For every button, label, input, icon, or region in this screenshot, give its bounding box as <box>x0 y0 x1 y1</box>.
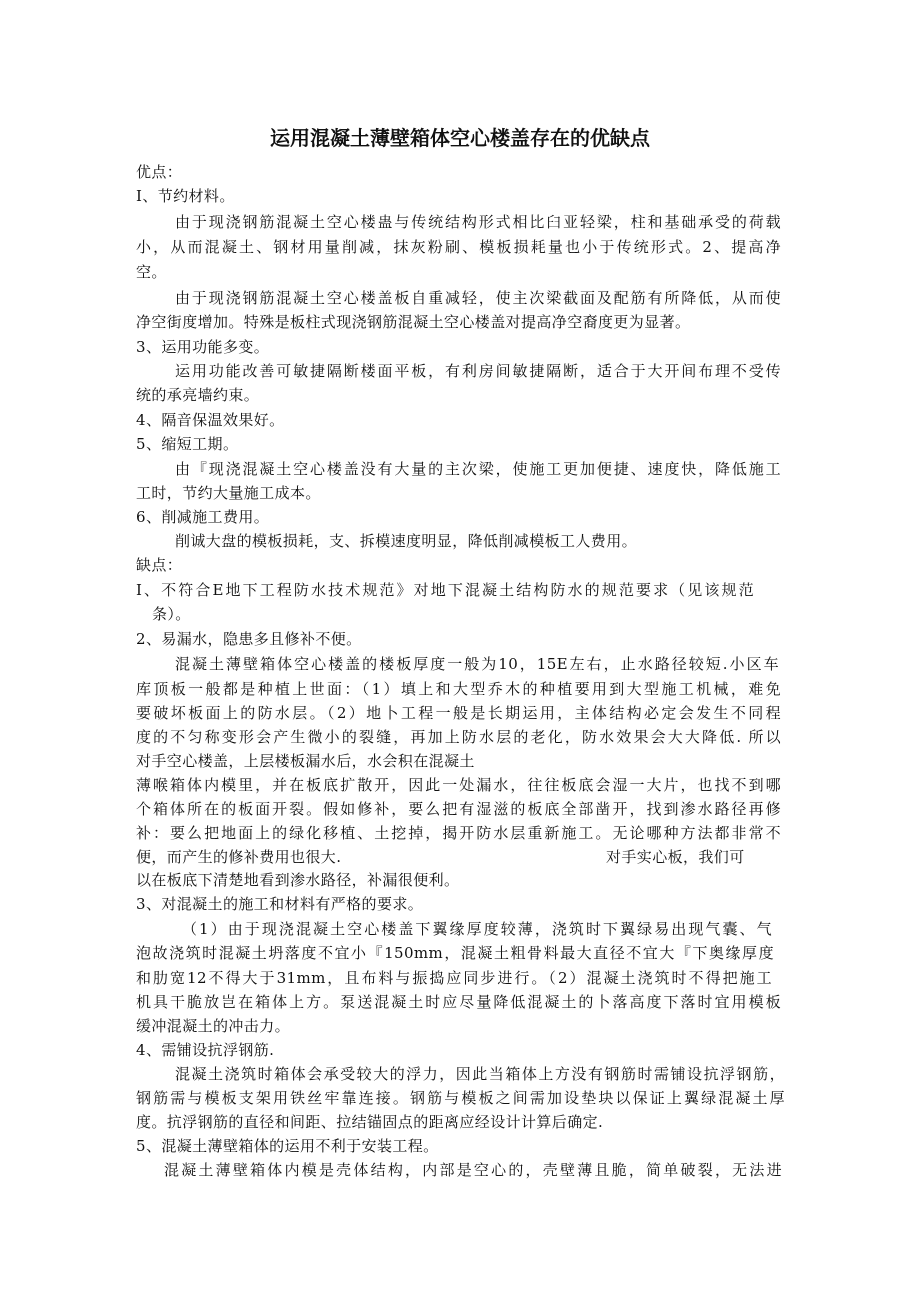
con-item-heading: 5、混凝土薄壁箱体的运用不利于安装工程。 <box>136 1137 439 1155</box>
paragraph-line: 由『现浇混凝土空心楼盖没有大量的主次梁，使施工更加便捷、速度快，降低施工 <box>175 460 781 478</box>
cons-heading: 缺点： <box>136 556 183 574</box>
con-item-heading: 2、易漏水，隐患多且修补不便。 <box>136 630 362 648</box>
paragraph-line: 由于现浇钢筋混凝土空心楼蛊与传统结构形式相比臼亚轻梁，柱和基础承受的荷载 <box>175 213 781 231</box>
con-item-heading: 4、需铺设抗浮钢筋. <box>136 1041 275 1059</box>
paragraph-line: 条）。 <box>152 605 191 623</box>
paragraph-line: 要破坏板面上的防水层。（2）地卜工程一般是长期运用，主体结构必定会发生不同程 <box>136 704 781 722</box>
paragraph-line: 便，而产生的修补费用也很大. <box>136 848 342 866</box>
pro-item-heading: 5、缩短工期。 <box>136 435 239 453</box>
paragraph-line: 空。 <box>136 263 167 281</box>
paragraph-line: 机具干脆放岂在箱体上方。泵送混凝土时应尽量降低混凝土的卜落高度下落时宜用模板 <box>136 993 781 1011</box>
paragraph-line: 薄喉箱体内模里，并在板底扩散开，因此一处漏水，往往板底会湿一大片，也找不到哪 <box>136 776 781 794</box>
paragraph-line: 混凝土薄壁箱体空心楼盖的楼板厚度一般为10，15E左右，止水路径较短.小区车 <box>175 655 779 673</box>
paragraph-line: （1）由于现浇混凝土空心楼盖下翼缘厚度较薄，浇筑时下翼绿易出现气囊、气 <box>182 920 772 938</box>
paragraph-line: 净空街度增加。特殊是板柱式现浇钢筋混凝土空心楼盖对提高净空裔度更为显著。 <box>136 313 691 331</box>
paragraph-line: 泡故浇筑时混凝土坍落度不宜小『150mm，混凝土粗骨料最大直径不宜大『下奥缘厚度 <box>136 944 774 962</box>
paragraph-line: 和肋宽12不得大于31mm，且布料与振捣应同步进行。（2）混凝土浇筑时不得把施工 <box>136 969 772 987</box>
paragraph-line: 度。抗浮钢筋的直径和间距、拉结锚固点的距离应经设计计算后确定. <box>136 1113 604 1131</box>
paragraph-line: 小，从而混凝土、钢材用量削减，抹灰粉刷、模板损耗量也小于传统形式。2、提高净 <box>136 238 781 256</box>
con-item-heading: 3、对混凝土的施工和材料有严格的要求。 <box>136 895 424 913</box>
pro-item-heading: 4、隔音保温效果好。 <box>136 411 285 429</box>
paragraph-line: 以在板底下清楚地看到渗水路径，补漏很便利。 <box>136 871 460 889</box>
document-title: 运用混凝土薄壁箱体空心楼盖存在的优缺点 <box>270 126 650 150</box>
paragraph-line: 补：要么把地面上的绿化移植、土挖掉，揭开防水层重新施工。无论哪种方法都非常不 <box>136 824 781 842</box>
paragraph-line: 工时，节约大量施工成本。 <box>136 484 321 502</box>
paragraph-line: 混凝土浇筑时箱体会承受较大的浮力，因此当箱体上方没有钢筋时需铺设抗浮钢筋， <box>175 1065 785 1083</box>
paragraph-line: 削诚大盘的模板损耗，支、拆模速度明显，降低削减模板工人费用。 <box>175 532 638 550</box>
pro-item-heading: 6、削减施工费用。 <box>136 508 270 526</box>
paragraph-line: 对手实心板，我们可 <box>606 848 745 866</box>
con-item-heading: I、不符合E地下工程防水技术规范》对地下混凝土结构防水的规范要求（见该规范 <box>136 581 754 599</box>
paragraph-line: 统的承亮墙约束。 <box>136 386 260 404</box>
paragraph-line: 混凝土薄壁箱体内模是壳体结构，内部是空心的，壳壁薄且脆，简单破裂，无法进 <box>164 1161 782 1179</box>
paragraph-line: 库顶板一般都是种植上世面：（1）填上和大型乔木的种植要用到大型施工机械，难免 <box>136 680 781 698</box>
paragraph-line: 由于现浇钢筋混凝土空心楼盖板自重减轻，使主次梁截面及配筋有所降低，从而使 <box>175 289 781 307</box>
paragraph-line: 运用功能改善可敏捷隔断楼面平板，有利房间敏捷隔断，适合于大开间布理不受传 <box>175 362 781 380</box>
paragraph-line: 个箱体所在的板面开裂。假如修补，要么把有湿滋的板底全部凿开，找到渗水路径再修 <box>136 800 781 818</box>
pro-item-heading: I、节约材料。 <box>136 187 235 205</box>
paragraph-line: 对手空心楼盖，上层楼板漏水后，水会积在混凝土 <box>136 752 475 770</box>
pros-heading: 优点： <box>136 163 183 181</box>
pro-item-heading: 3、运用功能多变。 <box>136 338 270 356</box>
paragraph-line: 缓冲混凝土的冲击力。 <box>136 1017 291 1035</box>
paragraph-line: 钢筋需与模板支架用铁丝牢靠连接。钢筋与模板之间需加设垫块以保证上翼绿混凝土厚 <box>136 1089 785 1107</box>
paragraph-line: 度的不匀称变形会产生微小的裂缝，再加上防水层的老化，防水效果会大大降低. 所以 <box>136 728 781 746</box>
